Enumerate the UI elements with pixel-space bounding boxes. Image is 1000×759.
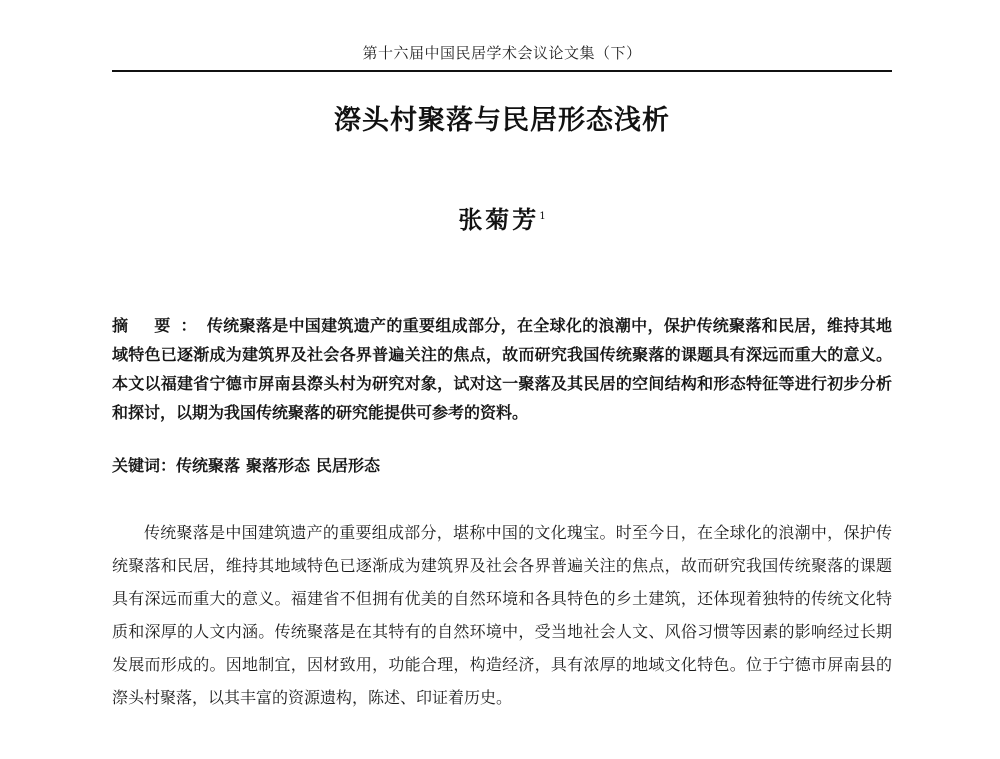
keywords-label: 关键词： xyxy=(112,456,177,475)
author-name: 张菊芳 xyxy=(458,205,540,234)
author-footnote-mark: 1 xyxy=(539,211,546,222)
header-rule xyxy=(112,70,892,72)
keyword-item: 传统聚落 xyxy=(176,456,241,475)
keywords xyxy=(112,451,892,480)
running-header: 第十六届中国民居学术会议论文集（下） xyxy=(362,44,642,62)
abstract-text: 传统聚落是中国建筑遗产的重要组成部分，在全球化的浪潮中，保护传统聚落和民居，维持其地域特色已逐渐成为建筑界及社会各界普遍关注的焦点，故而研究我国传统聚落的课题具有深远而重大的意义。本文以福建省宁德市屏南县漈头村为研究对象，试对这一聚落及其民居的空间结构和形态特征等进行初步分析和探讨，以期为我国传统聚落的研究能提供可参考的资料。 xyxy=(112,316,892,422)
keyword-item: 民居形态 xyxy=(316,456,381,475)
abstract-label: 摘 要： xyxy=(112,316,207,335)
abstract xyxy=(112,311,892,427)
body-paragraph: 传统聚落是中国建筑遗产的重要组成部分，堪称中国的文化瑰宝。时至今日，在全球化的浪潮中，保护传统聚落和民居，维持其地域特色已逐渐成为建筑界及社会各界普遍关注的焦点，故而研究我国传统聚落的课题具有深远而重大的意义。福建省不但拥有优美的自然环境和各具特色的乡土建筑，还体现着独特的传统文化特质和深厚的人文内涵。传统聚落是在其特有的自然环境中，受当地社会人文、风俗习惯等因素的影响经过长期发展而形成的。因地制宜，因材致用，功能合理，构造经济，具有浓厚的地域文化特色。位于宁德市屏南县的漈头村聚落，以其丰富的资源遗构，陈述、印证着历史。 xyxy=(112,523,892,707)
paper-title: 漈头村聚落与民居形态浅析 xyxy=(334,105,670,136)
author-line xyxy=(112,200,892,235)
keyword-item: 聚落形态 xyxy=(246,456,311,475)
